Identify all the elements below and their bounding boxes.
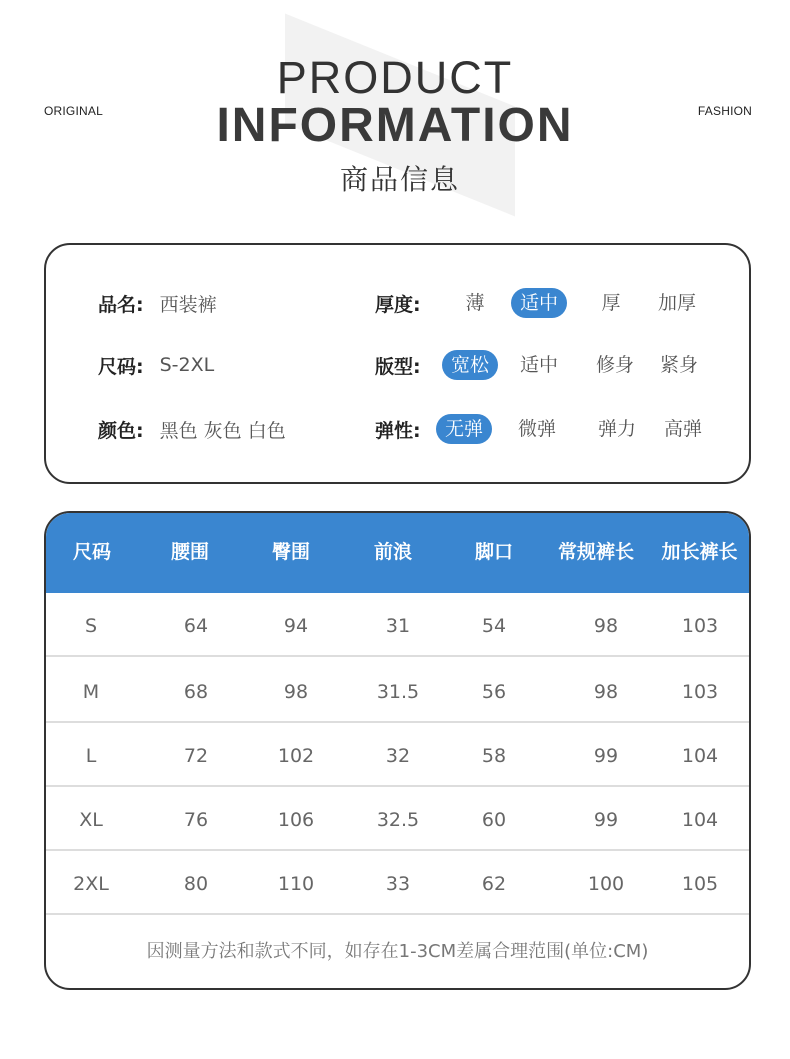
fit-option-slim: 修身 — [595, 354, 634, 376]
elasticity-row — [375, 413, 421, 445]
table-cell: 32.5 — [376, 809, 420, 831]
original-tag: ORIGINAL — [44, 104, 103, 118]
table-cell: 98 — [283, 681, 309, 703]
table-cell: 80 — [183, 873, 209, 895]
table-row — [46, 853, 749, 915]
thickness-option-extra-thick: 加厚 — [657, 292, 696, 314]
table-cell: 98 — [593, 615, 619, 637]
name-value: 西装裤 — [159, 293, 217, 316]
table-cell: 64 — [183, 615, 209, 637]
table-cell: 106 — [277, 809, 315, 831]
table-cell: 104 — [681, 809, 719, 831]
header-leg-opening: 脚口 — [474, 541, 513, 563]
header-long-length: 加长裤长 — [661, 541, 738, 563]
table-cell: 2XL — [73, 873, 109, 895]
table-cell: 94 — [283, 615, 309, 637]
product-info-card — [44, 243, 751, 484]
name-label: 品名: — [98, 293, 144, 316]
table-header — [44, 511, 751, 593]
title-product: PRODUCT — [276, 52, 514, 103]
header-front-rise: 前浪 — [373, 541, 412, 563]
table-cell: 104 — [681, 745, 719, 767]
table-cell: XL — [79, 809, 103, 831]
info-size-row — [98, 349, 214, 381]
measurement-note: 因测量方法和款式不同，如存在1-3CM差属合理范围(单位:CM) — [146, 941, 649, 962]
elasticity-label: 弹性: — [375, 419, 421, 442]
table-cell: S — [84, 615, 98, 637]
table-cell: 54 — [481, 615, 507, 637]
table-cell: 76 — [183, 809, 209, 831]
elasticity-option-stretch: 弹力 — [597, 418, 636, 440]
table-row — [46, 661, 749, 723]
table-cell: 58 — [481, 745, 507, 767]
thickness-option-thin: 薄 — [465, 292, 485, 314]
size-table — [44, 511, 751, 990]
fit-label: 版型: — [375, 355, 421, 378]
thickness-option-medium: 适中 — [511, 288, 567, 318]
header-size: 尺码 — [72, 541, 111, 563]
thickness-option-thick: 厚 — [601, 292, 621, 314]
table-cell: M — [82, 681, 100, 703]
table-cell: 32 — [385, 745, 411, 767]
color-label: 颜色: — [98, 419, 144, 442]
fit-option-loose: 宽松 — [442, 350, 498, 380]
table-cell: 68 — [183, 681, 209, 703]
thickness-label: 厚度: — [375, 293, 421, 316]
size-label: 尺码: — [98, 355, 144, 378]
table-cell: 33 — [385, 873, 411, 895]
color-value: 黑色 灰色 白色 — [159, 419, 286, 442]
table-cell: 31.5 — [376, 681, 420, 703]
info-color-row — [98, 413, 286, 445]
table-cell: 110 — [277, 873, 315, 895]
table-cell: 60 — [481, 809, 507, 831]
table-cell: 31 — [385, 615, 411, 637]
table-cell: 56 — [481, 681, 507, 703]
table-cell: 98 — [593, 681, 619, 703]
table-cell: 72 — [183, 745, 209, 767]
table-cell: 99 — [593, 745, 619, 767]
table-cell: 100 — [587, 873, 625, 895]
table-cell: 102 — [277, 745, 315, 767]
table-cell: 99 — [593, 809, 619, 831]
table-cell: L — [85, 745, 97, 767]
elasticity-option-slight: 微弹 — [517, 418, 556, 440]
table-row — [46, 725, 749, 787]
table-row — [46, 789, 749, 851]
table-cell: 103 — [681, 615, 719, 637]
fit-row — [375, 349, 421, 381]
fashion-tag: FASHION — [697, 104, 752, 118]
table-cell: 62 — [481, 873, 507, 895]
elasticity-option-high: 高弹 — [663, 418, 702, 440]
table-row — [46, 595, 749, 657]
table-cell: 105 — [681, 873, 719, 895]
info-name-row — [98, 287, 217, 319]
title-chinese: 商品信息 — [339, 163, 460, 196]
thickness-row — [375, 287, 421, 319]
fit-option-tight: 紧身 — [659, 354, 698, 376]
size-value: S-2XL — [159, 354, 215, 376]
fit-option-regular: 适中 — [519, 354, 558, 376]
header-hip: 臀围 — [271, 541, 310, 563]
header-waist: 腰围 — [170, 541, 209, 563]
header-regular-length: 常规裤长 — [557, 541, 634, 563]
title-information: INFORMATION — [216, 99, 574, 152]
table-cell: 103 — [681, 681, 719, 703]
elasticity-option-none: 无弹 — [436, 414, 492, 444]
